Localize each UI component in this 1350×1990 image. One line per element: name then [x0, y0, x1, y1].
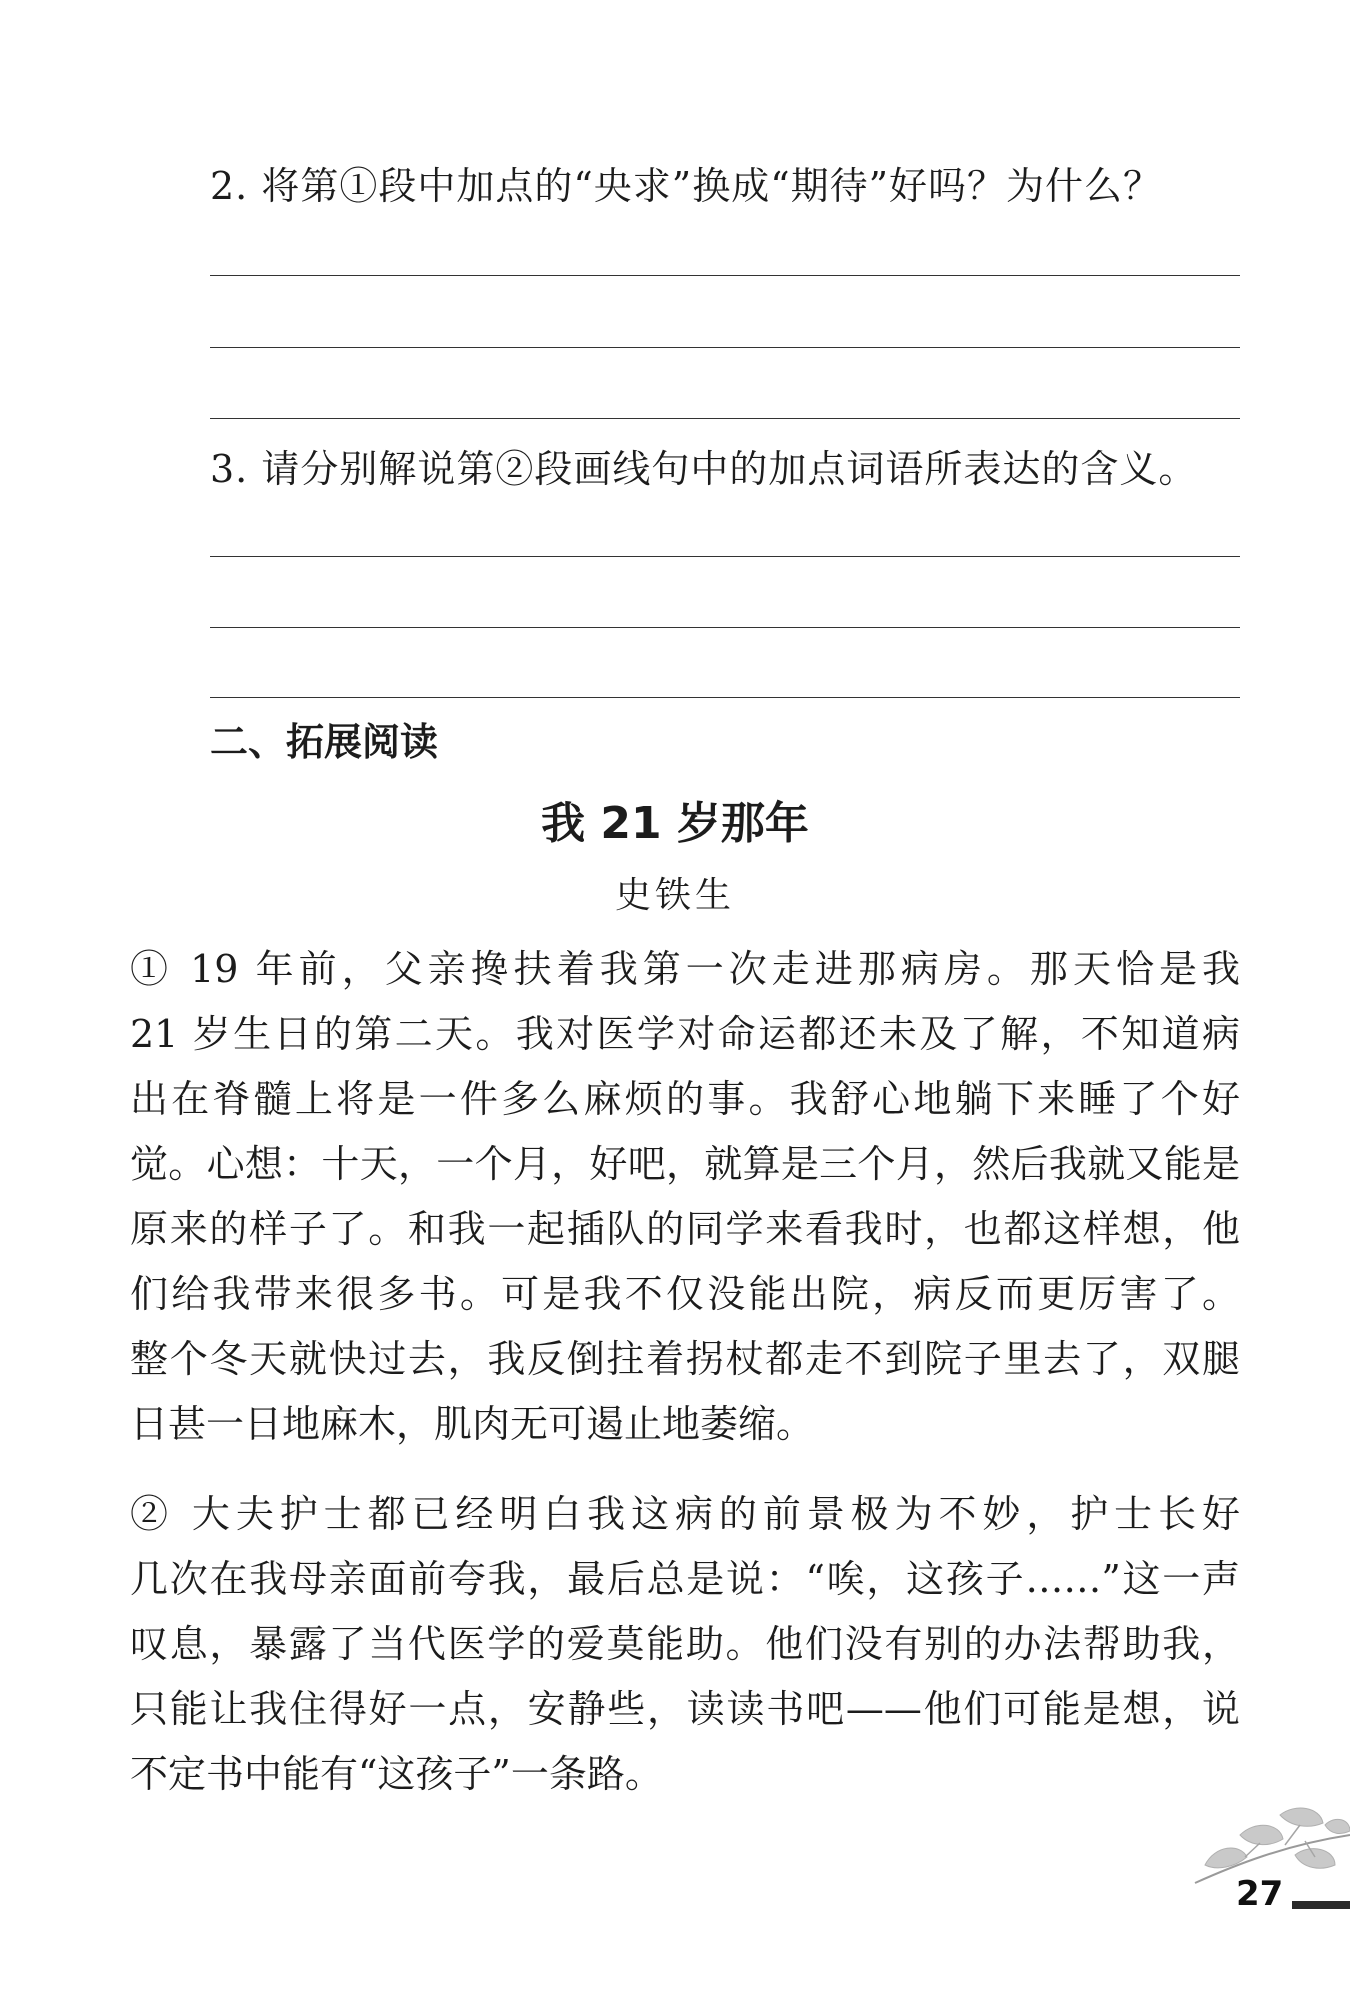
paragraph-line: 叹息，暴露了当代医学的爱莫能助。他们没有别的办法帮助我，	[130, 1622, 1240, 1666]
page-number: 27	[1236, 1874, 1284, 1914]
question-2: 2. 将第①段中加点的“央求”换成“期待”好吗？为什么？	[210, 164, 1163, 208]
answer-line[interactable]	[210, 697, 1240, 698]
article-title: 我 21 岁那年	[541, 798, 809, 849]
answer-line[interactable]	[210, 556, 1240, 557]
answer-line[interactable]	[210, 418, 1240, 419]
section-heading: 二、拓展阅读	[210, 720, 439, 764]
paragraph-line: 21 岁生日的第二天。我对医学对命运都还未及了解，不知道病	[130, 1012, 1240, 1056]
question-3: 3. 请分别解说第②段画线句中的加点词语所表达的含义。	[210, 447, 1198, 491]
paragraph-line: ② 大夫护士都已经明白我这病的前景极为不妙，护士长好	[130, 1492, 1240, 1536]
paragraph-line: 整个冬天就快过去，我反倒拄着拐杖都走不到院子里去了，双腿	[130, 1337, 1240, 1381]
paragraph-line: 觉。心想：十天，一个月，好吧，就算是三个月，然后我就又能是	[130, 1142, 1240, 1186]
paragraph-line: 几次在我母亲面前夸我，最后总是说：“唉，这孩子……”这一声	[130, 1557, 1240, 1601]
paragraph-line: 出在脊髓上将是一件多么麻烦的事。我舒心地躺下来睡了个好	[130, 1077, 1240, 1121]
page-number-bar	[1292, 1901, 1350, 1909]
paragraph-line: ① 19 年前，父亲搀扶着我第一次走进那病房。那天恰是我	[130, 947, 1240, 991]
answer-line[interactable]	[210, 627, 1240, 628]
answer-line[interactable]	[210, 347, 1240, 348]
paragraph-line: 日甚一日地麻木，肌肉无可遏止地萎缩。	[130, 1402, 815, 1446]
paragraph-line: 们给我带来很多书。可是我不仅没能出院，病反而更厉害了。	[130, 1272, 1240, 1316]
answer-line[interactable]	[210, 275, 1240, 276]
paragraph-line: 只能让我住得好一点，安静些，读读书吧——他们可能是想，说	[130, 1687, 1240, 1731]
paragraph-line: 原来的样子了。和我一起插队的同学来看我时，也都这样想，他	[130, 1207, 1240, 1251]
paragraph-line: 不定书中能有“这孩子”一条路。	[130, 1752, 663, 1796]
article-author: 史铁生	[614, 875, 735, 916]
